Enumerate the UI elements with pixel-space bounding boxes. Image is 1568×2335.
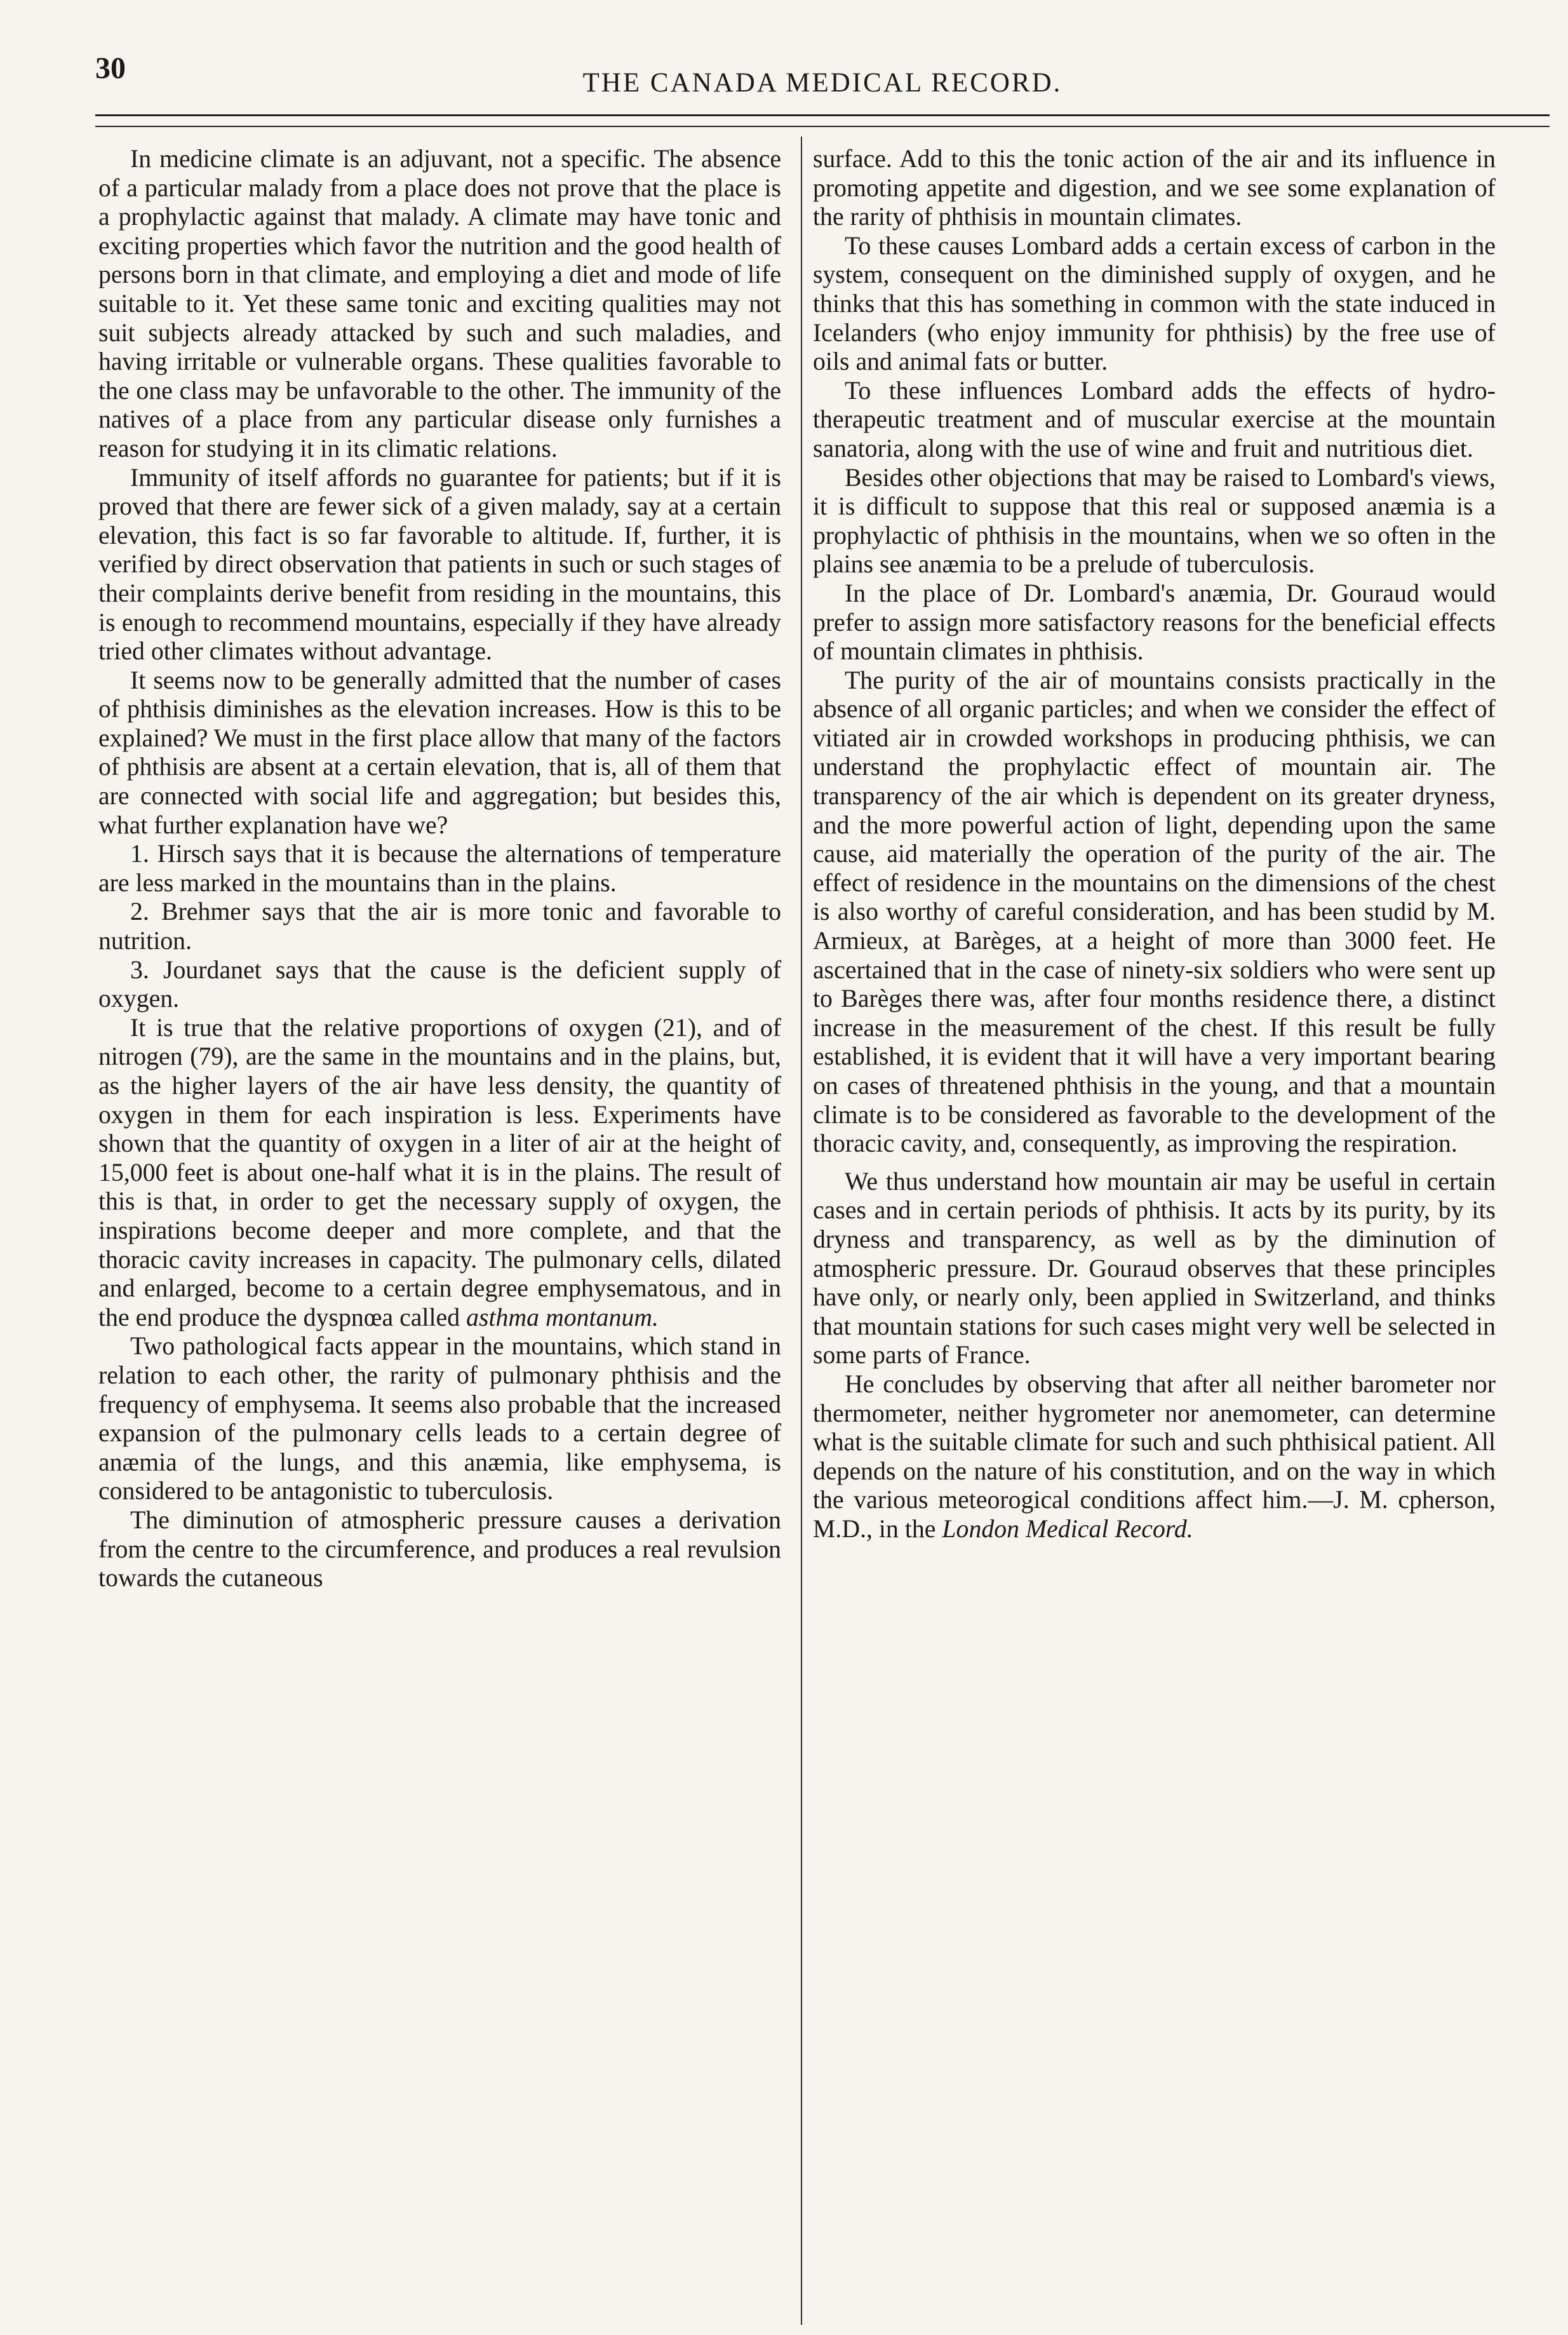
paragraph: [813, 1370, 1496, 1544]
paragraph: Two pathological facts appear in the mountains, which stand in relation to each other, the rarity of pulmonary phthisis and the frequency of emphysema. It seems also probable that the increased expansion of the pulmonary cells leads to a certain degree of anæmia of the lungs, and this anæmia, like emphysema, is considered to be antagonistic to tuberculosis.: [98, 1332, 781, 1505]
running-title: THE CANADA MEDICAL RECORD.: [582, 68, 1062, 98]
paragraph: 3. Jourdanet says that the cause is the deficient supply of oxygen.: [98, 955, 781, 1013]
paragraph-text: He concludes by observing that after all neither barometer nor thermometer, neither hygrometer nor anemometer, can determine what is the suitable climate for such and such phthisical patient. All depends on the nature of his constitution, and on the way in which the various meteorogical conditions affect him.—J. M. cpherson, M.D., in the: [813, 1369, 1496, 1543]
header-rule: [95, 114, 1550, 116]
paragraph: In medicine climate is an adjuvant, not a specific. The absence of a particular malady from a place does not prove that the place is a prophylactic against that malady. A climate may have tonic and exciting properties which favor the nutrition and the good health of persons born in that climate, and employing a diet and mode of life suitable to it. Yet these same tonic and exciting qualities may not suit subjects already attacked by such and such maladies, and having irritable or vulnerable organs. These qualities favorable to the one class may be unfavorable to the other. The immunity of the natives of a place from any particular disease only furnishes a reason for studying it in its climatic relations.: [98, 145, 781, 462]
paragraph: [98, 1014, 781, 1333]
paragraph: We thus understand how mountain air may be useful in certain cases and in certain periods of phthisis. It acts by its purity, by its dryness and transparency, as well as by the diminution of atmospheric pressure. Dr. Gouraud observes that these principles have only, or nearly only, been applied in Switzerland, and thinks that mountain stations for such cases might very well be selected in some parts of France.: [813, 1167, 1496, 1369]
paragraph: 1. Hirsch says that it is because the alternations of temperature are less marked in the mountains than in the plains.: [98, 840, 781, 897]
paragraph: To these influences Lombard adds the effects of hydro-therapeutic treatment and of muscular exercise at the mountain sanatoria, along with the use of wine and fruit and nutritious diet.: [813, 376, 1496, 462]
paragraph: The purity of the air of mountains consists practically in the absence of all organic particles; and when we consider the effect of vitiated air in crowded workshops in producing phthisis, we can understand the prophylactic effect of mountain air. The transparency of the air which is dependent on its greater dryness, and the more powerful action of light, depending upon the same cause, aid materially the operation of the purity of the air. The effect of residence in the mountains on the dimensions of the chest is also worthy of careful consideration, and has been studid by M. Armieux, at Barèges, at a height of more than 3000 feet. He ascertained that in the case of ninety-six soldiers who were sent up to Barèges there was, after four months residence there, a distinct increase in the measurement of the chest. If this result be fully established, it is evident that it will have a very important bearing on cases of threatened phthisis in the young, and that a mountain climate is to be considered as favorable to the development of the thoracic cavity, and, consequently, as improving the respiration.: [813, 666, 1496, 1158]
paragraph: In the place of Dr. Lombard's anæmia, Dr. Gouraud would prefer to assign more satisfactory reasons for the beneficial effects of mountain climates in phthisis.: [813, 579, 1496, 666]
paragraph: To these causes Lombard adds a certain excess of carbon in the system, consequent on the diminished supply of oxygen, and he thinks that this has something in common with the state induced in Icelanders (who enjoy immunity for phthisis) by the free use of oils and animal fats or butter.: [813, 231, 1496, 376]
page-number: 30: [95, 51, 126, 85]
paragraph: 2. Brehmer says that the air is more tonic and favorable to nutrition.: [98, 898, 781, 955]
italic-term: asthma montanum.: [466, 1303, 659, 1331]
paragraph: Immunity of itself affords no guarantee for patients; but if it is proved that there are fewer sick of a given malady, say at a certain elevation, this fact is so far favorable to altitude. If, further, it is verified by direct observation that patients in such or such stages of their complaints derive benefit from residing in the mountains, this is enough to recommend mountains, especially if they have already tried other climates without advantage.: [98, 463, 781, 666]
paragraph: It seems now to be generally admitted that the number of cases of phthisis diminishes as the elevation increases. How is this to be explained? We must in the first place allow that many of the factors of phthisis are absent at a certain elevation, that is, all of them that are connected with social life and aggregation; but besides this, what further explanation have we?: [98, 666, 781, 839]
paragraph-continued: surface. Add to this the tonic action of the air and its influence in promoting appetite and digestion, and we see some explanation of the rarity of phthisis in mountain climates.: [813, 145, 1496, 231]
column-divider: [801, 137, 802, 2325]
running-header: [95, 51, 1550, 108]
header-rule-thin: [95, 126, 1550, 127]
right-column: [813, 145, 1496, 1544]
paragraph-text: It is true that the relative proportions of oxygen (21), and of nitrogen (79), are the same in the mountains and in the plains, but, as the higher layers of the air have less density, the quantity of oxygen in them for each inspiration is less. Experiments have shown that the quantity of oxygen in a liter of air at the height of 15,000 feet is about one-half what it is in the plains. The result of this is that, in order to get the necessary supply of oxygen, the inspirations become deeper and more complete, and that the thoracic cavity increases in capacity. The pulmonary cells, dilated and enlarged, become to a certain degree emphysematous, and in the end produce the dyspnœa called: [98, 1013, 781, 1331]
journal-name: London Medical Record.: [942, 1514, 1193, 1543]
paragraph: The diminution of atmospheric pressure causes a derivation from the centre to the circumference, and produces a real revulsion towards the cutaneous: [98, 1505, 781, 1592]
paragraph: Besides other objections that may be raised to Lombard's views, it is difficult to suppose that this real or supposed anæmia is a prophylactic of phthisis in the mountains, when we so often in the plains see anæmia to be a prelude of tuberculosis.: [813, 463, 1496, 579]
left-column: [98, 145, 781, 1593]
